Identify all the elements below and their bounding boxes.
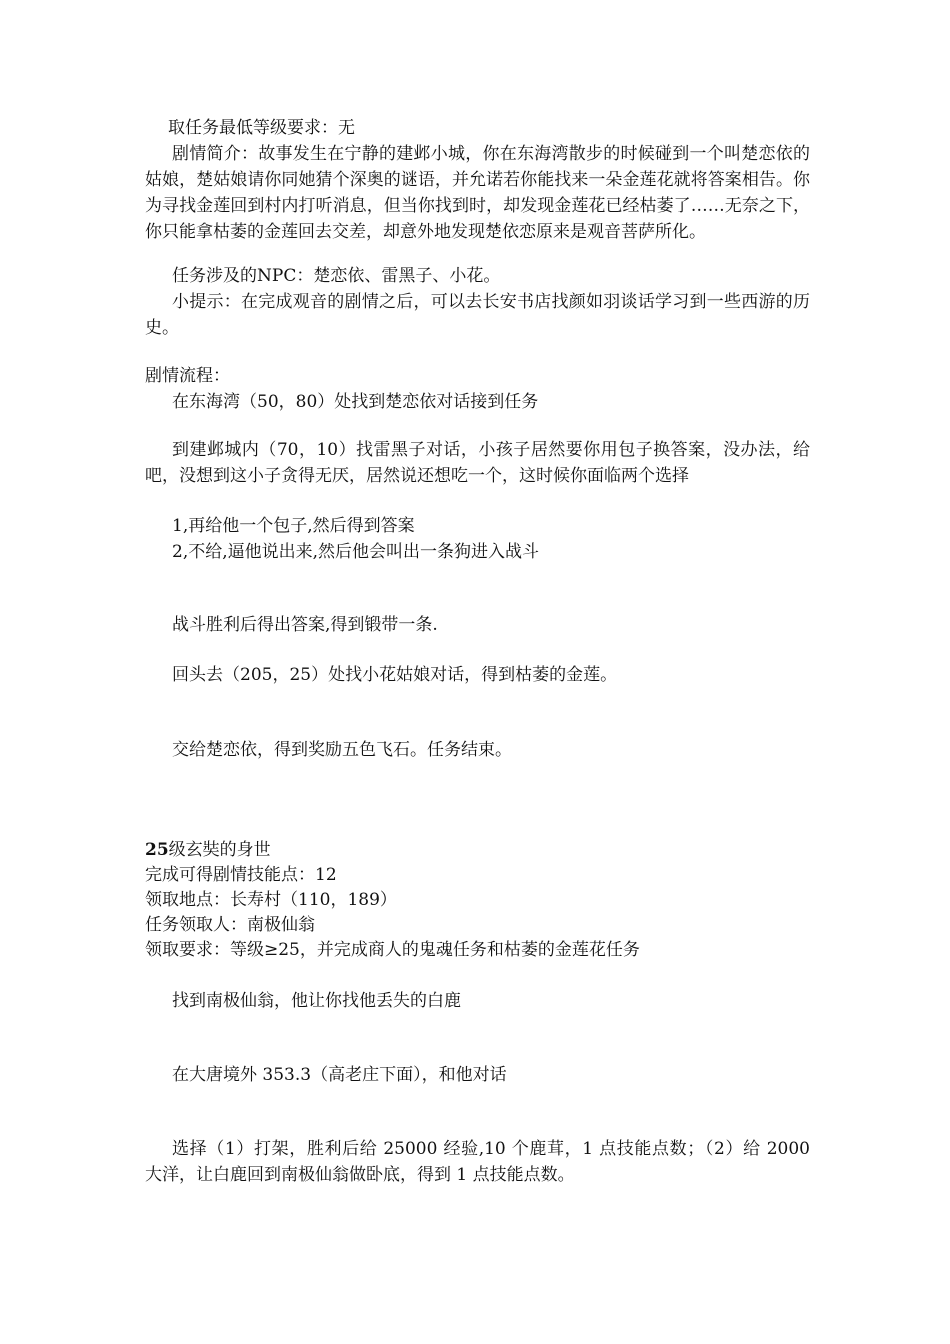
location-line: 领取地点：长寿村（110，189） bbox=[145, 890, 397, 910]
choice-2: 2,不给,逼他说出来,然后他会叫出一条狗进入战斗 bbox=[172, 542, 540, 562]
flow-step-1: 在东海湾（50，80）处找到楚恋依对话接到任务 bbox=[172, 392, 539, 412]
title-level-number: 25 bbox=[145, 840, 169, 860]
skill-points-line: 完成可得剧情技能点：12 bbox=[145, 865, 337, 885]
tip-paragraph: 小提示：在完成观音的剧情之后，可以去长安书店找颜如羽谈话学习到一些西游的历史。 bbox=[145, 292, 810, 338]
flow-step-4: 交给楚恋依，得到奖励五色飞石。任务结束。 bbox=[172, 740, 512, 760]
battle-result: 战斗胜利后得出答案,得到锻带一条. bbox=[172, 615, 438, 635]
quest-step-3: 选择（1）打架，胜利后给 25000 经验,10 个鹿茸，1 点技能点数；（2）给 2000 大洋，让白鹿回到南极仙翁做卧底，得到 1 点技能点数。 bbox=[145, 1139, 810, 1185]
flow-step-2: 到建邺城内（70，10）找雷黑子对话，小孩子居然要你用包子换答案，没办法，给吧，没想到这小子贪得无厌，居然说还想吃一个，这时候你面临两个选择 bbox=[145, 440, 810, 486]
min-level-line: 取任务最低等级要求：无 bbox=[168, 118, 355, 138]
npc-line: 任务涉及的NPC：楚恋依、雷黑子、小花。 bbox=[172, 266, 501, 286]
giver-line: 任务领取人：南极仙翁 bbox=[145, 915, 315, 935]
choice-1: 1,再给他一个包子,然后得到答案 bbox=[172, 516, 415, 536]
requirement-line: 领取要求：等级≥25，并完成商人的鬼魂任务和枯萎的金莲花任务 bbox=[145, 940, 640, 960]
flow-step-3: 回头去（205，25）处找小花姑娘对话，得到枯萎的金莲。 bbox=[172, 665, 618, 685]
synopsis-paragraph: 剧情简介：故事发生在宁静的建邺小城，你在东海湾散步的时候碰到一个叫楚恋依的姑娘，楚姑娘请你同她猜个深奥的谜语，并允诺若你能找来一朵金莲花就将答案相告。你为寻找金莲回到村内打听消息，但当你找到时，却发现金莲花已经枯萎了……无奈之下，你只能拿枯萎的金莲回去交差，却意外地发现楚依恋原来是观音菩萨所化。 bbox=[145, 144, 810, 242]
section-2-title bbox=[145, 837, 810, 863]
quest-step-1: 找到南极仙翁，他让你找他丢失的白鹿 bbox=[172, 991, 461, 1011]
quest-step-2: 在大唐境外 353.3（高老庄下面），和他对话 bbox=[172, 1065, 507, 1085]
title-text: 级玄奘的身世 bbox=[168, 840, 271, 860]
flow-heading: 剧情流程： bbox=[145, 366, 230, 386]
